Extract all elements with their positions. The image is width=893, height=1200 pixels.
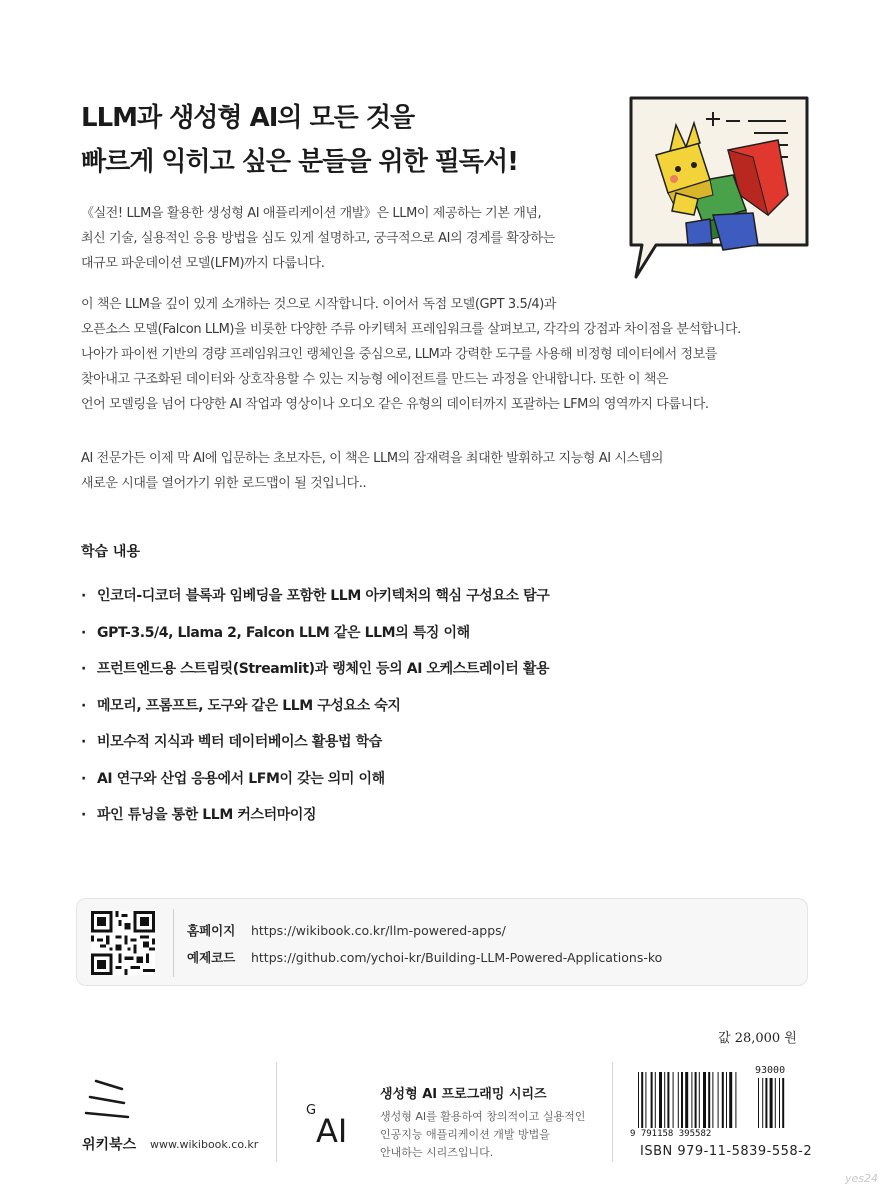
bullet-icon: · <box>81 770 86 787</box>
link-divider <box>173 909 174 977</box>
list-item-text: 인코더-디코더 블록과 임베딩을 포함한 LLM 아키텍처의 핵심 구성요소 탐구 <box>97 588 550 604</box>
publisher-url[interactable]: www.wikibook.co.kr <box>150 1138 259 1151</box>
list-item <box>81 622 549 659</box>
link-box <box>76 898 808 986</box>
footer-divider <box>276 1062 277 1162</box>
description-paragraph-1 <box>81 201 555 276</box>
gai-series-logo-icon <box>306 1100 358 1144</box>
isbn: ISBN 979-11-5839-558-2 <box>640 1144 813 1159</box>
list-item <box>81 695 549 732</box>
bullet-icon: · <box>81 661 86 677</box>
paragraph-line: 찾아내고 구조화된 데이터와 상호작용할 수 있는 지능형 에이전트를 만드는 과정을 안내합니다. 또한 이 책은 <box>81 372 669 387</box>
bullet-icon: · <box>81 697 86 714</box>
example-code-row <box>187 948 662 966</box>
list-item-text: GPT-3.5/4, Llama 2, Falcon LLM 같은 LLM의 특징 이해 <box>97 624 470 641</box>
list-item-text: 메모리, 프롬프트, 도구와 같은 LLM 구성요소 숙지 <box>97 697 401 714</box>
series-description <box>380 1108 585 1162</box>
list-item-text: 파인 튜닝을 통한 LLM 커스터마이징 <box>97 807 317 823</box>
list-item-text: AI 연구와 산업 응용에서 LFM이 갖는 의미 이해 <box>97 770 385 787</box>
bullet-icon: · <box>81 807 86 823</box>
wikibooks-logo-icon <box>82 1075 138 1125</box>
list-item <box>81 658 549 695</box>
paragraph-line: 대규모 파운데이션 모델(LFM)까지 다룹니다. <box>81 256 325 271</box>
description-paragraph-3 <box>81 446 663 496</box>
example-code-link[interactable]: https://github.com/ychoi-kr/Building-LLM-Powered-Applications-ko <box>250 950 663 965</box>
paragraph-line: 오픈소스 모델(Falcon LLM)을 비롯한 다양한 주류 아키텍처 프레임워크를 살펴보고, 각각의 강점과 차이점을 분석합니다. <box>81 322 741 337</box>
watermark: yes24 <box>845 1172 879 1185</box>
headline-line-1: LLM과 생성형 AI의 모든 것을 <box>81 103 415 133</box>
paragraph-line: AI 전문가든 이제 막 AI에 입문하는 초보자든, 이 책은 LLM의 잠재력을 최대한 발휘하고 지능형 AI 시스템의 <box>81 451 664 466</box>
squirrel-illustration <box>628 95 810 281</box>
series-description-line: 생성형 AI를 활용하여 창의적이고 실용적인 <box>380 1110 586 1123</box>
learning-list <box>81 585 549 841</box>
list-item-text: 비모수적 지식과 벡터 데이터베이스 활용법 학습 <box>97 734 382 750</box>
paragraph-line: 이 책은 LLM을 깊이 있게 소개하는 것으로 시작합니다. 이어서 독점 모델(GPT 3.5/4)과 <box>81 297 557 312</box>
example-code-label: 예제코드 <box>187 950 236 965</box>
bullet-icon: · <box>81 588 86 604</box>
description-paragraph-2 <box>81 292 741 417</box>
bullet-icon: · <box>81 734 86 750</box>
paragraph-line: 새로운 시대를 열어가기 위한 로드맵이 될 것입니다.. <box>81 476 367 491</box>
list-item <box>81 804 549 841</box>
headline-line-2: 빠르게 익히고 싶은 분들을 위한 필독서! <box>81 147 518 177</box>
svg-text:AI: AI <box>316 1112 348 1144</box>
series-description-line: 안내하는 시리즈입니다. <box>380 1146 494 1159</box>
bullet-icon: · <box>81 624 86 641</box>
list-item <box>81 585 549 622</box>
homepage-label: 홈페이지 <box>187 923 236 938</box>
svg-text:G: G <box>306 1103 317 1118</box>
price: 값 28,000 원 <box>718 1031 797 1046</box>
series-title: 생성형 AI 프로그래밍 시리즈 <box>380 1087 547 1102</box>
list-item-text: 프런트엔드용 스트림릿(Streamlit)과 랭체인 등의 AI 오케스트레이터 활용 <box>97 661 550 677</box>
paragraph-line: 최신 기술, 실용적인 응용 방법을 심도 있게 설명하고, 궁극적으로 AI의 경계를 확장하는 <box>81 231 555 246</box>
learning-section-title: 학습 내용 <box>81 544 140 560</box>
paragraph-line: 언어 모델링을 넘어 다양한 AI 작업과 영상이나 오디오 같은 유형의 데이터까지 포괄하는 LFM의 영역까지 다룹니다. <box>81 397 709 412</box>
list-item <box>81 731 549 768</box>
qr-code-icon[interactable] <box>91 911 155 975</box>
paragraph-line: 나아가 파이썬 기반의 경량 프레임워크인 랭체인을 중심으로, LLM과 강력한 도구를 사용해 비정형 데이터에서 정보를 <box>81 347 718 362</box>
barcode-addon: 93000 <box>755 1065 786 1076</box>
headline <box>81 96 518 184</box>
publisher-name: 위키북스 <box>82 1137 137 1153</box>
barcode-digits: 9 791158 395582 <box>630 1129 712 1139</box>
barcode-bars-icon <box>638 1072 784 1128</box>
homepage-link[interactable]: https://wikibook.co.kr/llm-powered-apps/ <box>250 923 506 938</box>
footer-divider <box>612 1062 613 1162</box>
homepage-row <box>187 921 506 939</box>
list-item <box>81 768 549 805</box>
paragraph-line: 《실전! LLM을 활용한 생성형 AI 애플리케이션 개발》은 LLM이 제공하는 기본 개념, <box>81 206 542 221</box>
series-description-line: 인공지능 애플리케이션 개발 방법을 <box>380 1128 550 1141</box>
